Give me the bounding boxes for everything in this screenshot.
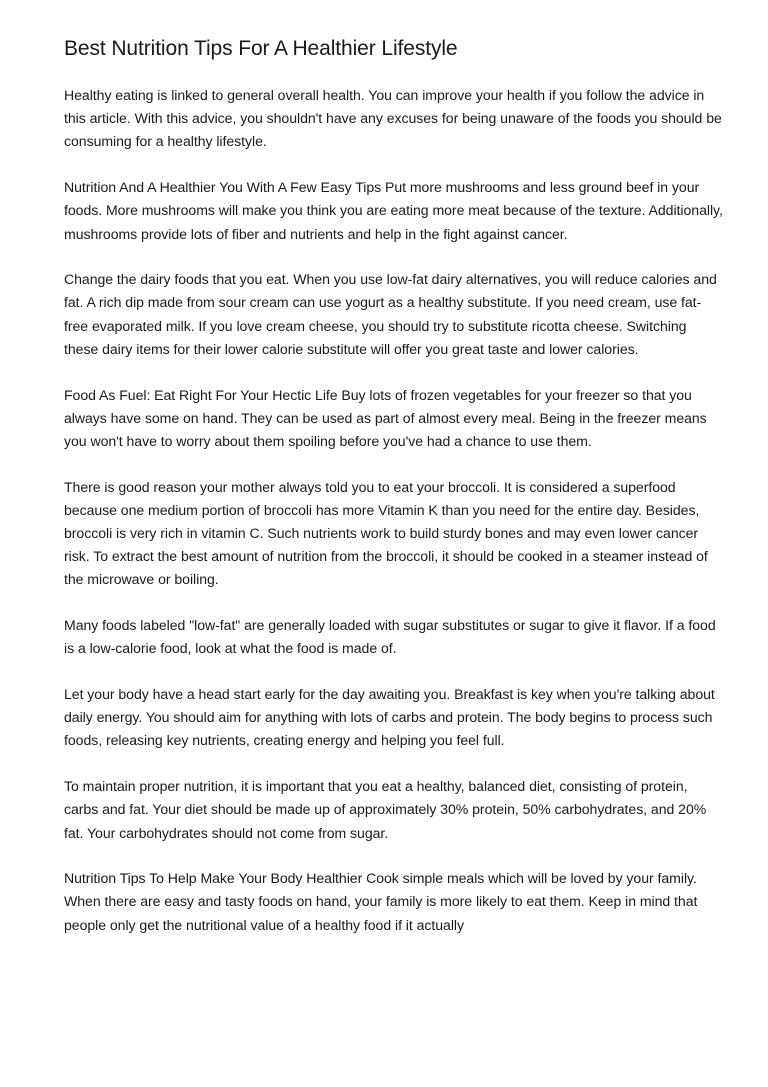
paragraph-broccoli: There is good reason your mother always told you to eat your broccoli. It is considered a superfood because one medium portion of broccoli has more Vitamin K than you need for the entire day. Besides, broccoli is very rich in vitamin C. Such nutrients work to build sturdy bones and may even lower cancer risk. To extract the best amount of nutrition from the broccoli, it should be cooked in a steamer instead of the microwave or boiling.: [64, 478, 708, 588]
document-page: [64, 34, 724, 959]
paragraph-dairy: Change the dairy foods that you eat. When you use low-fat dairy alternatives, you will reduce calories and fat. A rich dip made from sour cream can use yogurt as a healthy substitute. If you need cream, use fat-free evaporated milk. If you love cream cheese, you should try to substitute ricotta cheese. Switching these dairy items for their lower calorie substitute will offer you great taste and lower calories.: [64, 271, 717, 357]
paragraph-intro: Healthy eating is linked to general overall health. You can improve your health if you follow the advice in this article. With this advice, you shouldn't have any excuses for being unaware of the foods you should be consuming for a healthy lifestyle.: [64, 87, 722, 150]
document-title: Best Nutrition Tips For A Healthier Lifestyle: [64, 37, 458, 60]
paragraph-balanced-diet: To maintain proper nutrition, it is important that you eat a healthy, balanced diet, consisting of protein, carbs and fat. Your diet should be made up of approximately 30% protein, 50% carbohydrates, and 20% fat. Your carbohydrates should not come from sugar.: [64, 778, 707, 841]
paragraph-low-fat: Many foods labeled "low-fat" are generally loaded with sugar substitutes or sugar to give it flavor. If a food is a low-calorie food, look at what the food is made of.: [64, 617, 716, 657]
paragraph-frozen-vegetables: Food As Fuel: Eat Right For Your Hectic Life Buy lots of frozen vegetables for your freezer so that you always have some on hand. They can be used as part of almost every meal. Being in the freezer means you won't have to worry about them spoiling before you've had a chance to use them.: [64, 386, 707, 449]
paragraph-breakfast: Let your body have a head start early for the day awaiting you. Breakfast is key when you're talking about daily energy. You should aim for anything with lots of carbs and protein. The body begins to process such foods, releasing key nutrients, creating energy and helping you feel full.: [64, 686, 715, 749]
paragraph-mushrooms: Nutrition And A Healthier You With A Few Easy Tips Put more mushrooms and less ground beef in your foods. More mushrooms will make you think you are eating more meat because of the texture. Additionally, mushrooms provide lots of fiber and nutrients and help in the fight against cancer.: [64, 179, 723, 242]
paragraph-simple-meals: Nutrition Tips To Help Make Your Body Healthier Cook simple meals which will be loved by your family. When there are easy and tasty foods on hand, your family is more likely to eat them. Keep in mind that people only get the nutritional value of a healthy food if it actually: [64, 870, 698, 933]
